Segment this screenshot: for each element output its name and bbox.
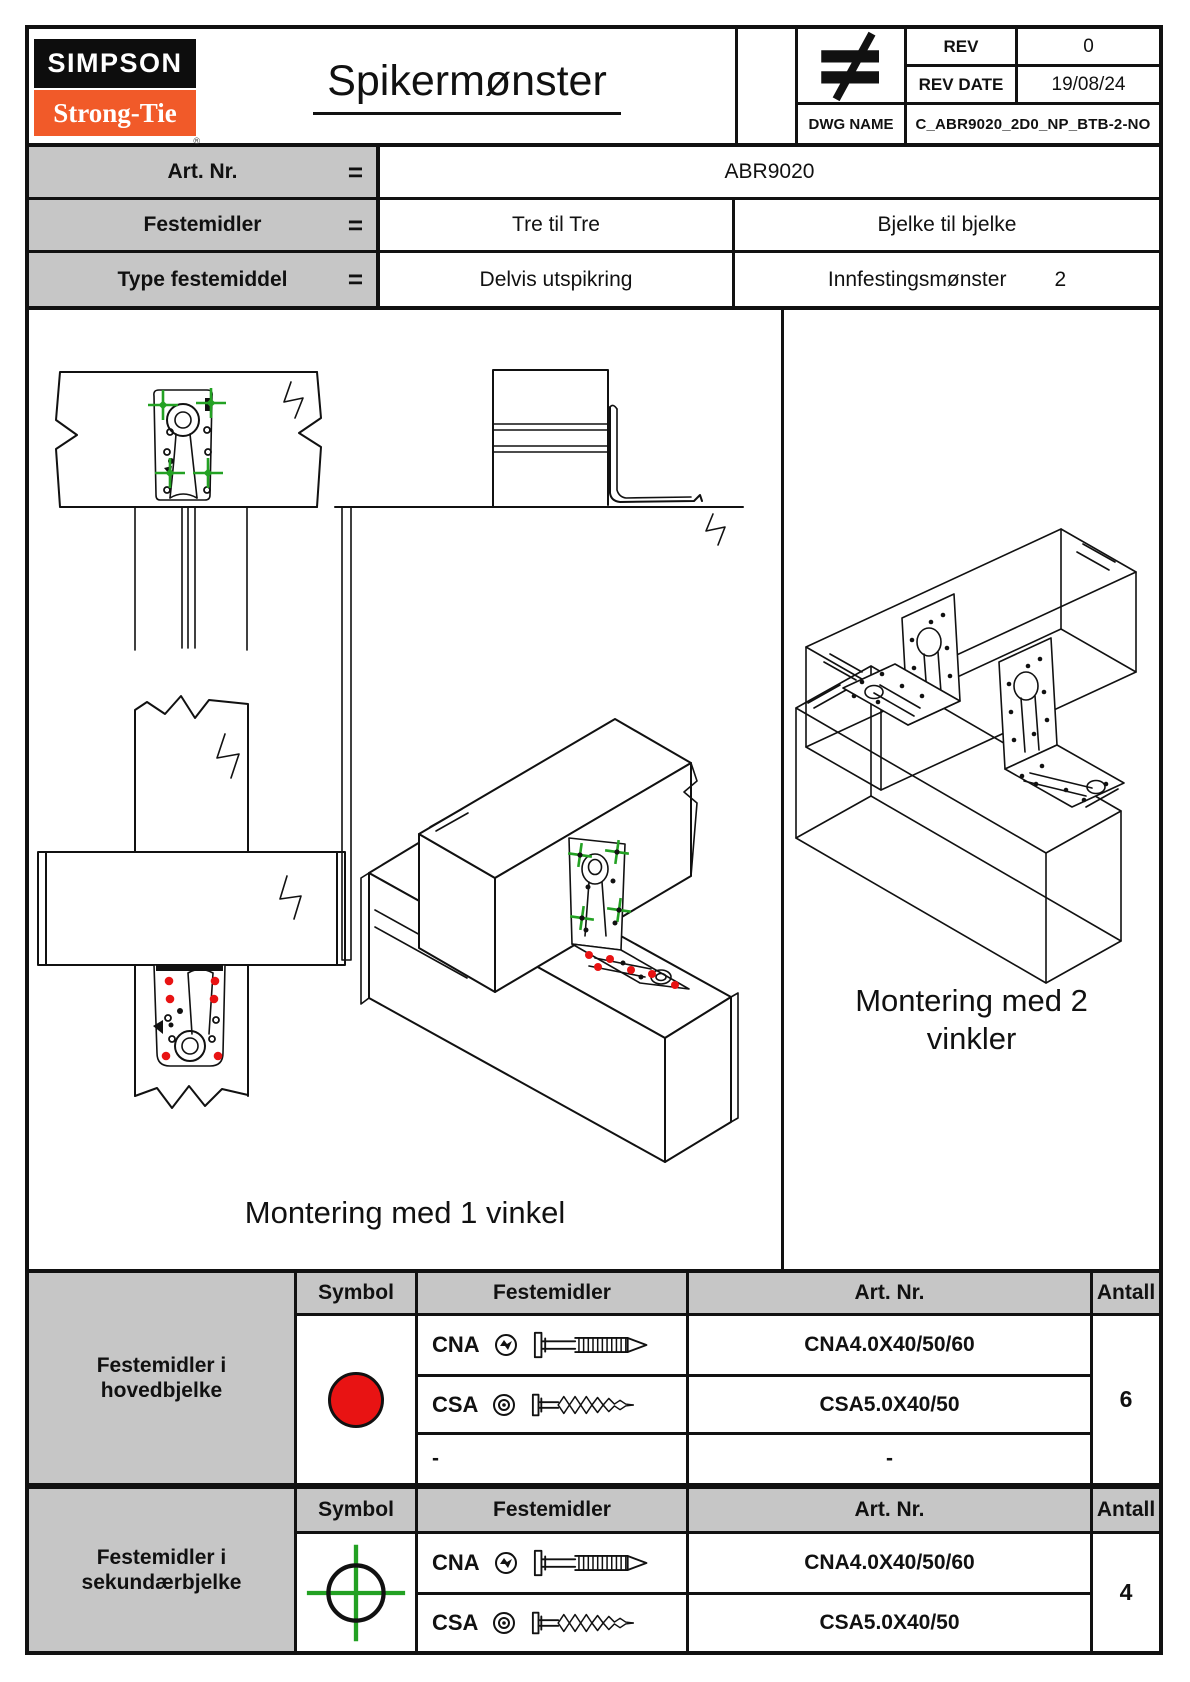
isometric-view-one-bracket <box>361 719 738 1162</box>
artnr-value: CSA5.0X40/50 <box>689 1595 1090 1651</box>
montering-2-vinkler-drawing <box>784 310 1159 1269</box>
fastener-table-sekundaerbjelke <box>29 1489 1159 1651</box>
page-title: Spikermønster <box>313 57 621 115</box>
rev-label: REV <box>907 29 1018 67</box>
table-row: CNA <box>418 1316 686 1374</box>
red-dot-symbol <box>328 1372 384 1428</box>
product-info-table <box>29 147 1159 310</box>
plan-view <box>38 696 345 1108</box>
artnr-value: ABR9020 <box>724 160 815 183</box>
innfestingsmonster-label: Innfestingsmønster <box>827 267 1007 291</box>
table-row: CNA <box>418 1534 686 1592</box>
festemidler-header: Festemidler <box>418 1489 686 1531</box>
antall-value-hovedbjelke: 6 <box>1093 1316 1159 1483</box>
caption-one-bracket: Montering med 1 vinkel <box>244 1195 566 1230</box>
montering-1-vinkel-drawing <box>29 310 781 1269</box>
group-label-hovedbjelke: Festemidler i hovedbjelke <box>29 1273 294 1483</box>
info-row-festemidler <box>29 200 1159 253</box>
csa-screw-icon <box>530 1608 652 1638</box>
equals-sign: = <box>347 264 363 294</box>
cna-head-icon <box>493 1550 519 1576</box>
rev-date-label: REV DATE <box>907 67 1018 105</box>
artnr-header: Art. Nr. <box>689 1489 1090 1531</box>
registered-trademark-icon: ® <box>193 136 200 146</box>
simpson-strongtie-logo <box>34 39 200 146</box>
symbol-header: Symbol <box>297 1489 415 1531</box>
fastener-table-hovedbjelke <box>29 1273 1159 1483</box>
artnr-header: Art. Nr. <box>689 1273 1090 1313</box>
isometric-view-two-brackets <box>796 529 1136 983</box>
artnr-value: CNA4.0X40/50/60 <box>689 1534 1090 1592</box>
artnr-label: Art. Nr. <box>167 160 238 183</box>
cna-nail-icon <box>532 1548 654 1578</box>
dwg-name-value: C_ABR9020_2D0_NP_BTB-2-NO <box>915 115 1151 133</box>
group-label-sekundaerbjelke: Festemidler i sekundærbjelke <box>29 1489 294 1651</box>
rev-date-value: 19/08/24 <box>1018 67 1159 105</box>
type-festemiddel-label: Type festemiddel <box>117 267 288 291</box>
front-view <box>56 372 321 650</box>
panel-divider <box>781 310 784 1269</box>
innfestingsmonster-number: 2 <box>1054 267 1067 291</box>
table-row-empty: - <box>418 1435 686 1483</box>
artnr-value: CSA5.0X40/50 <box>689 1377 1090 1432</box>
antall-header: Antall <box>1093 1273 1159 1313</box>
title-block <box>29 29 1159 147</box>
symbol-header: Symbol <box>297 1273 415 1313</box>
csa-head-icon <box>491 1392 517 1418</box>
artnr-value: CNA4.0X40/50/60 <box>689 1316 1090 1374</box>
info-row-artnr <box>29 147 1159 200</box>
table-row: CSA <box>418 1377 686 1432</box>
cna-head-icon <box>493 1332 519 1358</box>
not-to-scale-icon <box>795 29 907 105</box>
csa-screw-icon <box>530 1390 652 1420</box>
type-festemiddel-value: Delvis utspikring <box>380 253 735 306</box>
cna-nail-icon <box>532 1330 654 1360</box>
dwg-name-label: DWG NAME <box>795 105 907 143</box>
green-crosshair-symbol <box>300 1541 412 1645</box>
not-equal-icon <box>805 31 897 101</box>
revision-block <box>735 29 1159 143</box>
info-row-type-festemiddel <box>29 253 1159 306</box>
logo-simpson: SIMPSON <box>34 39 196 88</box>
drawing-area <box>29 310 1159 1273</box>
artnr-value-empty: - <box>689 1435 1090 1483</box>
table-row: CSA <box>418 1595 686 1651</box>
festemidler-left-value: Tre til Tre <box>380 200 735 250</box>
logo-strongtie: Strong-Tie <box>34 90 196 136</box>
drawing-sheet <box>25 25 1163 1655</box>
equals-sign: = <box>347 156 363 187</box>
symbol-cell-sekundaerbjelke <box>297 1534 415 1651</box>
equals-sign: = <box>347 209 363 240</box>
rev-value: 0 <box>1018 29 1159 67</box>
festemidler-header: Festemidler <box>418 1273 686 1313</box>
antall-value-sekundaerbjelke: 4 <box>1093 1534 1159 1651</box>
festemidler-right-value: Bjelke til bjelke <box>877 213 1017 236</box>
antall-header: Antall <box>1093 1489 1159 1531</box>
festemidler-label: Festemidler <box>143 213 262 236</box>
csa-head-icon <box>491 1610 517 1636</box>
caption-two-brackets: Montering med 2 vinkler <box>855 983 1088 1056</box>
symbol-cell-hovedbjelke <box>297 1316 415 1483</box>
